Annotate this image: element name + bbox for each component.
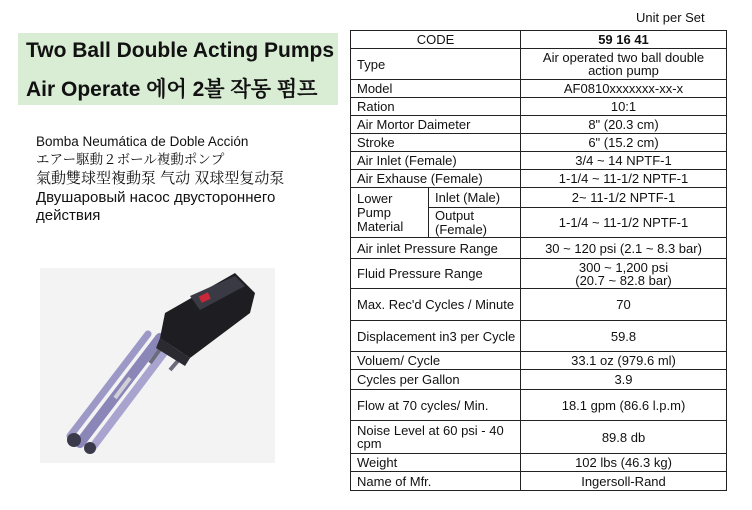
- table-row: [351, 454, 727, 472]
- row-cycles-gallon-value: 3.9: [521, 370, 727, 390]
- row-weight-label: Weight: [351, 454, 521, 472]
- table-row: [351, 49, 727, 80]
- row-air-motor-label: Air Mortor Daimeter: [351, 116, 521, 134]
- row-type-label: Type: [351, 49, 521, 80]
- row-ration-value: 10:1: [521, 98, 727, 116]
- row-air-exhause-value: 1-1/4 ~ 11-1/2 NPTF-1: [521, 170, 727, 188]
- row-volume-value: 33.1 oz (979.6 ml): [521, 352, 727, 370]
- table-row: [351, 352, 727, 370]
- row-fluid-pressure-label: Fluid Pressure Range: [351, 259, 521, 289]
- table-row: [351, 170, 727, 188]
- subtitle-russian: Двушаровый насос двустороннего действия: [36, 189, 276, 224]
- row-mfr-value: Ingersoll-Rand: [521, 472, 727, 491]
- table-row: [351, 390, 727, 421]
- row-displacement-value: 59.8: [521, 321, 727, 352]
- row-stroke-value: 6" (15.2 cm): [521, 134, 727, 152]
- row-cycles-gallon-label: Cycles per Gallon: [351, 370, 521, 390]
- table-row: [351, 152, 727, 170]
- table-row: [351, 116, 727, 134]
- row-output-value: 1-1/4 ~ 11-1/2 NPTF-1: [521, 208, 727, 238]
- table-row: [351, 321, 727, 352]
- row-inlet-label: Inlet (Male): [429, 188, 521, 208]
- row-air-inlet-value: 3/4 ~ 14 NPTF-1: [521, 152, 727, 170]
- row-inlet-value: 2~ 11-1/2 NPTF-1: [521, 188, 727, 208]
- unit-label: Unit per Set: [636, 10, 705, 25]
- title-line-2: Air Operate 에어 2볼 작동 펌프: [26, 78, 318, 101]
- row-ration-label: Ration: [351, 98, 521, 116]
- row-noise-value: 89.8 db: [521, 421, 727, 454]
- row-type-value: Air operated two ball double action pump: [521, 49, 727, 80]
- fluid-pressure-psi: 300 ~ 1,200 psi: [578, 259, 669, 275]
- row-weight-value: 102 lbs (46.3 kg): [521, 454, 727, 472]
- table-row: [351, 289, 727, 321]
- table-row: [351, 188, 727, 208]
- table-row: [351, 421, 727, 454]
- fluid-pressure-bar: (20.7 ~ 82.8 bar): [575, 272, 672, 288]
- row-air-exhause-label: Air Exhause (Female): [351, 170, 521, 188]
- row-fluid-pressure-value: [521, 259, 727, 289]
- pump-fitting-right: [84, 442, 96, 454]
- table-row: [351, 370, 727, 390]
- row-air-pressure-value: 30 ~ 120 psi (2.1 ~ 8.3 bar): [521, 238, 727, 259]
- row-air-motor-value: 8" (20.3 cm): [521, 116, 727, 134]
- row-flow-label: Flow at 70 cycles/ Min.: [351, 390, 521, 421]
- row-flow-value: 18.1 gpm (86.6 l.p.m): [521, 390, 727, 421]
- row-noise-label: Noise Level at 60 psi - 40 cpm: [351, 421, 521, 454]
- table-row: [351, 472, 727, 491]
- row-mfr-label: Name of Mfr.: [351, 472, 521, 491]
- row-air-pressure-label: Air inlet Pressure Range: [351, 238, 521, 259]
- subtitle-spanish: Bomba Neumática de Doble Acción: [36, 134, 249, 149]
- table-row: [351, 238, 727, 259]
- table-header-row: [351, 31, 727, 49]
- row-model-value: AF0810xxxxxxx-xx-x: [521, 80, 727, 98]
- row-max-cycles-label: Max. Rec'd Cycles / Minute: [351, 289, 521, 321]
- table-row: [351, 98, 727, 116]
- row-lower-pump-label: Lower Pump Material: [351, 188, 429, 238]
- pump-photo: [40, 268, 275, 463]
- subtitle-japanese: エアー駆動２ボール複動ポンプ: [36, 152, 225, 167]
- table-row: [351, 80, 727, 98]
- row-stroke-label: Stroke: [351, 134, 521, 152]
- header-code-value: 59 16 41: [521, 31, 727, 49]
- table-row: [351, 134, 727, 152]
- row-max-cycles-value: 70: [521, 289, 727, 321]
- title-line-1: Two Ball Double Acting Pumps: [26, 39, 335, 62]
- row-output-label: Output (Female): [429, 208, 521, 238]
- row-displacement-label: Displacement in3 per Cycle: [351, 321, 521, 352]
- spec-table: [350, 30, 727, 491]
- header-code-label: CODE: [351, 31, 521, 49]
- table-row: [351, 259, 727, 289]
- row-volume-label: Voluem/ Cycle: [351, 352, 521, 370]
- title-banner: [18, 33, 338, 105]
- pump-fitting-left: [67, 433, 81, 447]
- multilingual-subtitles: [36, 133, 336, 225]
- row-model-label: Model: [351, 80, 521, 98]
- subtitle-chinese: 氣動雙球型複動泵 气动 双球型复动泵: [36, 170, 285, 187]
- row-air-inlet-label: Air Inlet (Female): [351, 152, 521, 170]
